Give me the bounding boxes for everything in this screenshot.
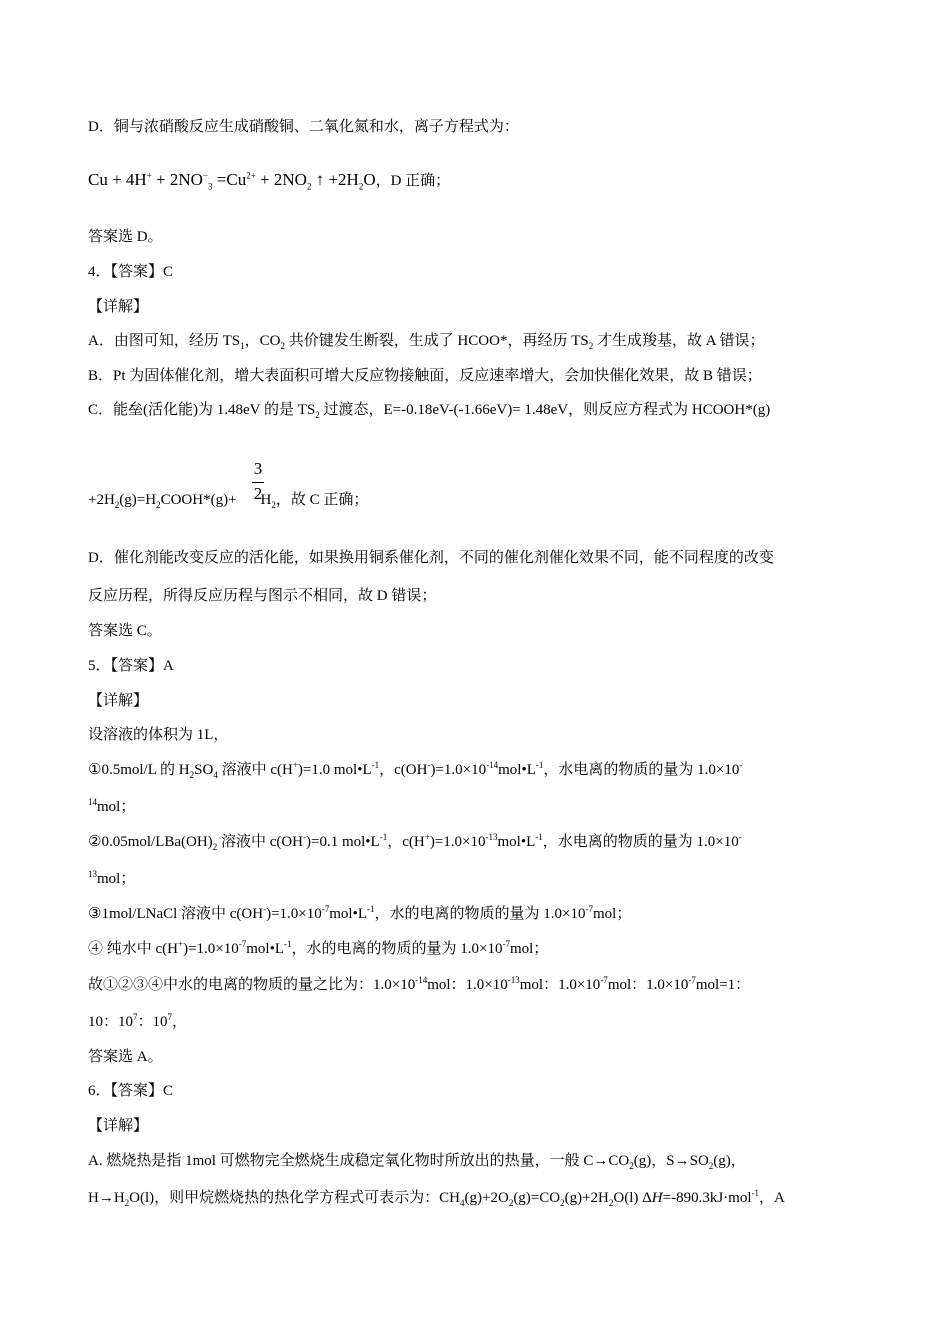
q4-option-c-line2: $+2H_2(g)=H_2COOH*(g)+ H_2$，故 C 正确；: [88, 492, 369, 510]
q5-case-1-cont: $^{14}$mol；: [88, 797, 136, 815]
q4-option-a: A．由图可知，经历 $TS_1$，$CO_2$ 共价键发生断裂，生成了 HCOO*，再经历 $TS_2$ 才生成羧基，故 A 错误；: [88, 333, 765, 351]
q6-option-a-line1: A. 燃烧热是指 1mol 可燃物完全燃烧生成稳定氧化物时所放出的热量，一般 $C\to CO_2(g)$，$S\to SO_2(g)$，: [88, 1153, 746, 1171]
q6-detail-label: 【详解】: [88, 1118, 149, 1134]
q5-ratio-cont: 10：$10^7$：$10^7$，: [88, 1012, 188, 1030]
d3-ionic-equation: $Cu + 4H^+ + 2NO^-_3 =Cu^{2+} + 2NO_2$ ↑ $+2H_2O$，D 正确；: [88, 170, 451, 192]
answer-5: 答案选 A。: [88, 1049, 163, 1065]
q5-case-2: $②0.05mol/LBa(OH)_2$ 溶液中 c(OH-)=0.1 $mol•L^{-1}$，$c(H^+)=1.0\times 10^{-13}mol•L^{-1}$，水电离的物质的量为 1.0×10-: [88, 832, 742, 852]
q6-answer-heading: 6．【答案】C: [88, 1083, 174, 1099]
q6-option-a-line2: $H\to H_2O(l)$，则甲烷燃烧热的热化学方程式可表示为：$CH_4(g)+2O_2(g)=CO_2(g)+2H_2O(l)$ ΔH=-890.3kJ·mol$^{-1}$，A: [88, 1188, 785, 1208]
answer-3: 答案选 D。: [88, 229, 163, 245]
q5-case-1: ①0.5mol/L 的 $H_2SO_4$ 溶液中 c(H+)=1.0 $mol•L^{-1}$，$c(OH^-)=1.0\times 10^{-14}mol•L^{-1}$，水电离的物质的量为 1.0×10-: [88, 760, 743, 780]
q4-option-d-line2: 反应历程，所得反应历程与图示不相同，故 D 错误；: [88, 588, 437, 604]
answer-4: 答案选 C。: [88, 623, 162, 639]
fraction-three-halves: 3 2: [253, 459, 263, 503]
q5-answer-heading: 5．【答案】A: [88, 658, 174, 674]
q5-ratio: 故①②③④中水的电离的物质的量之比为：$1.0\times 10^{-14}mol$：$1.0\times 10^{-13}mol$：$1.0\times 10^{-7}mol$：$1.0\times 10^{-7}mol=1$：: [88, 975, 751, 993]
d3-line: D．铜与浓硝酸反应生成硝酸铜、二氧化氮和水，离子方程式为：: [88, 119, 519, 135]
q5-case-3: ③1mol/LNaCl 溶液中 $c(OH^-)=1.0\times 10^{-7}mol•L^{-1}$，水的电离的物质的量为 $1.0\times 10^{-7}mol$；: [88, 904, 632, 922]
q4-option-d-line1: D．催化剂能改变反应的活化能，如果换用铜系催化剂，不同的催化剂催化效果不同，能不同程度的改变: [88, 550, 774, 566]
q4-option-c-line1: C．能垒(活化能)为 1.48eV 的是 $TS_2$ 过渡态，E=-0.18eV-(-1.66eV)= 1.48eV，则反应方程式为 HCOOH*(g): [88, 402, 771, 420]
q5-case-2-cont: $^{13}$mol；: [88, 869, 136, 887]
q4-detail-label: 【详解】: [88, 299, 149, 315]
q4-option-b: B．Pt 为固体催化剂，增大表面积可增大反应物接触面，反应速率增大，会加快催化效果，故 B 错误；: [88, 368, 762, 384]
q4-answer-heading: 4．【答案】C: [88, 264, 174, 280]
q5-intro: 设溶液的体积为 1L，: [88, 727, 229, 743]
q5-detail-label: 【详解】: [88, 693, 149, 709]
q5-case-4: ④ 纯水中 $c(H^+)=1.0\times 10^{-7}mol•L^{-1}$，水的电离的物质的量为 $1.0\times 10^{-7}mol$；: [88, 939, 549, 957]
